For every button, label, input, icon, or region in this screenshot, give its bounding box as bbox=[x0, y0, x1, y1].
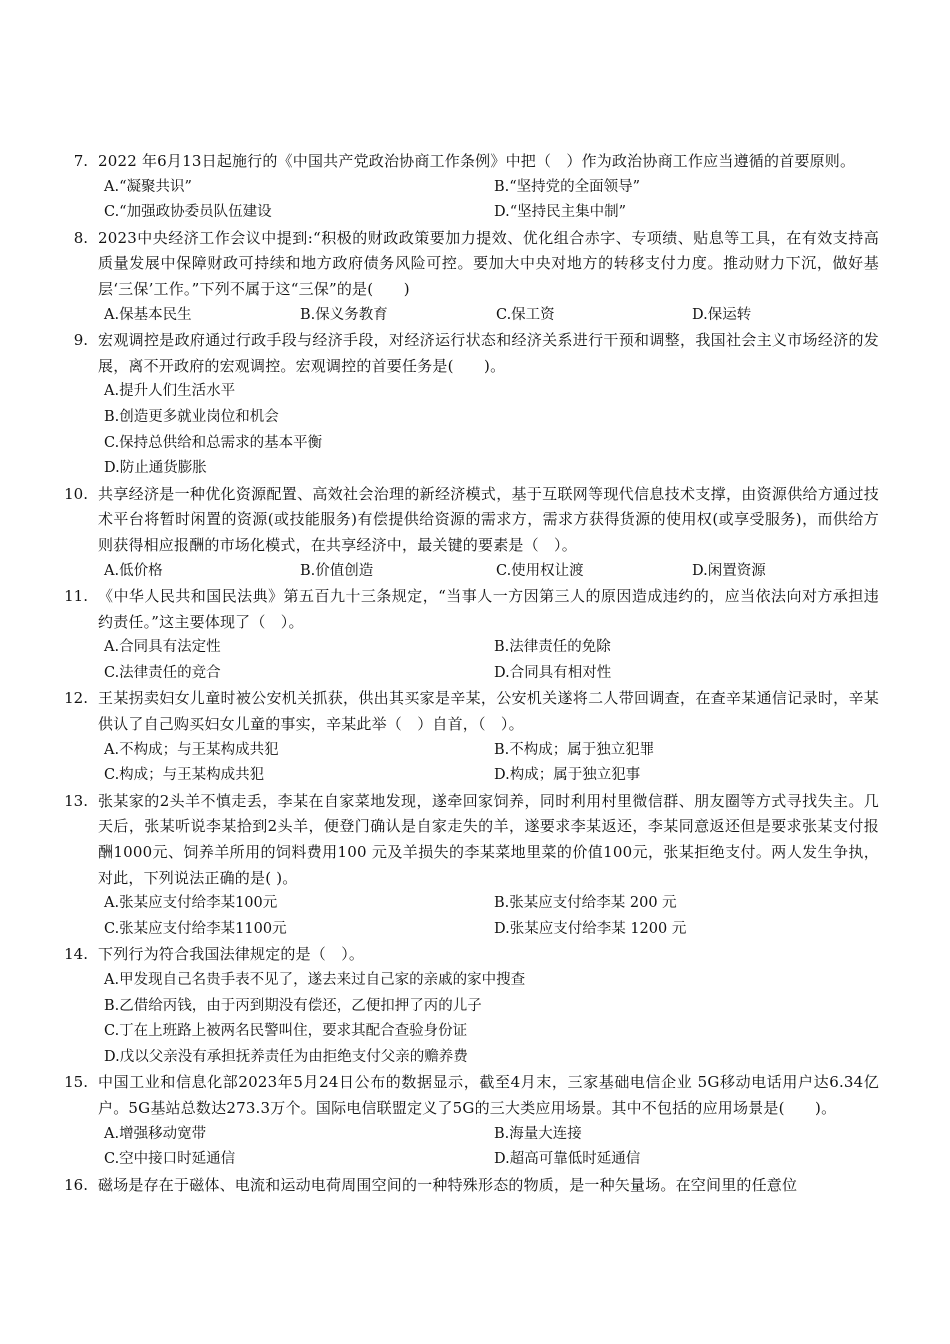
option-c: C.空中接口时延通信 bbox=[104, 1151, 236, 1168]
option-d: D.张某应支付给李某 1200 元 bbox=[494, 920, 687, 937]
option-c: C.“加强政协委员队伍建设 bbox=[104, 204, 272, 221]
option-b: B.法律责任的免除 bbox=[494, 639, 611, 656]
options bbox=[104, 891, 880, 942]
option-d: D.保运转 bbox=[692, 306, 752, 323]
question-10 bbox=[0, 482, 950, 584]
question-number: 15. bbox=[64, 1073, 88, 1092]
question-15 bbox=[0, 1070, 950, 1172]
question-8 bbox=[0, 226, 950, 328]
option-d: D.构成；属于独立犯事 bbox=[494, 767, 641, 784]
question-number: 12. bbox=[64, 689, 88, 708]
option-d: D.“坚持民主集中制” bbox=[494, 204, 627, 221]
question-number: 9. bbox=[73, 331, 88, 350]
option-a: A.合同具有法定性 bbox=[104, 639, 221, 656]
options bbox=[104, 175, 880, 226]
option-d: D.合同具有相对性 bbox=[494, 664, 612, 681]
question-text: 2023中央经济工作会议中提到:“积极的财政政策要加力提效、优化组合赤字、专项绩、贴息等工具，在有效支持高质量发展中保障财政可持续和地方政府债务风险可控。要加大中央对地方的转移支付力度。推动财力下沉，做好基层‘三保’工作。”下列不属于这“三保”的是( ) bbox=[98, 228, 879, 298]
option-d: D.超高可靠低时延通信 bbox=[494, 1151, 641, 1168]
option-d: D.闲置资源 bbox=[692, 562, 766, 579]
question-9 bbox=[0, 328, 950, 482]
question-text: 宏观调控是政府通过行政手段与经济手段，对经济运行状态和经济关系进行干预和调整，我国社会主义市场经济的发展，离不开政府的宏观调控。宏观调控的首要任务是( )。 bbox=[98, 331, 879, 375]
option-c: C.保持总供给和总需求的基本平衡 bbox=[104, 434, 323, 451]
options bbox=[104, 968, 880, 1070]
options bbox=[104, 303, 880, 329]
option-a: A.提升人们生活水平 bbox=[104, 383, 236, 400]
option-b: B.“坚持党的全面领导” bbox=[494, 178, 641, 195]
option-c: C.张某应支付给李某1100元 bbox=[104, 920, 287, 937]
option-c: C.保工资 bbox=[496, 306, 555, 323]
option-b: B.保义务教育 bbox=[300, 306, 388, 323]
option-d: D.戊以父亲没有承担抚养责任为由拒绝支付父亲的赡养费 bbox=[104, 1048, 468, 1065]
options bbox=[104, 559, 880, 585]
options bbox=[104, 379, 880, 481]
option-b: B.乙借给丙钱，由于丙到期没有偿还，乙便扣押了丙的儿子 bbox=[104, 997, 482, 1014]
option-d: D.防止通货膨胀 bbox=[104, 460, 207, 477]
exam-page bbox=[0, 149, 950, 1198]
options bbox=[104, 1122, 880, 1173]
question-text: 2022 年6月13日起施行的《中国共产党政治协商工作条例》中把（ ）作为政治协商工作应当遵循的首要原则。 bbox=[98, 152, 856, 170]
option-a: A.低价格 bbox=[104, 562, 163, 579]
option-b: B.张某应支付给李某 200 元 bbox=[494, 895, 677, 912]
question-12 bbox=[0, 686, 950, 788]
question-number: 7. bbox=[73, 152, 88, 170]
question-text: 下列行为符合我国法律规定的是（ ）。 bbox=[98, 945, 365, 964]
option-c: C.丁在上班路上被两名民警叫住，要求其配合查验身份证 bbox=[104, 1023, 468, 1040]
option-b: B.海量大连接 bbox=[494, 1125, 582, 1142]
question-text: 中国工业和信息化部2023年5月24日公布的数据显示，截至4月末，三家基础电信企业 5G移动电话用户达6.34亿户。5G基站总数达273.3万个。国际电信联盟定义了5G的三大类应用场景。其中不包括的应用场景是( )。 bbox=[98, 1073, 879, 1117]
options bbox=[104, 738, 880, 789]
option-a: A.张某应支付给李某100元 bbox=[104, 895, 278, 912]
option-a: A.保基本民生 bbox=[104, 306, 192, 323]
question-number: 14. bbox=[64, 945, 88, 964]
question-13 bbox=[0, 789, 950, 943]
question-text: 磁场是存在于磁体、电流和运动电荷周围空间的一种特殊形态的物质，是一种矢量场。在空间里的任意位 bbox=[98, 1175, 798, 1194]
question-7 bbox=[0, 149, 950, 226]
question-number: 16. bbox=[64, 1175, 88, 1194]
question-text: 共享经济是一种优化资源配置、高效社会治理的新经济模式，基于互联网等现代信息技术支撑，由资源供给方通过技术平台将暂时闲置的资源(或技能服务)有偿提供给资源的需求方，需求方获得货源的使用权(或享受服务)，而供给方则获得相应报酬的市场化模式，在共享经济中，最关键的要素是（ ）。 bbox=[98, 484, 879, 554]
question-text: 张某家的2头羊不慎走丢，李某在自家菜地发现，遂牵回家饲养，同时利用村里微信群、朋友圈等方式寻找失主。几天后，张某听说李某拾到2头羊，便登门确认是自家走失的羊，遂要求李某返还，李某同意返还但是要求张某支付报酬1000元、饲养羊所用的饲料费用100 元及羊损失的李某菜地里菜的价值100元，张某拒绝支付。两人发生争执，对此，下列说法正确的是( )。 bbox=[98, 791, 879, 887]
option-b: B.创造更多就业岗位和机会 bbox=[104, 408, 279, 425]
options bbox=[104, 635, 880, 686]
option-b: B.不构成；属于独立犯罪 bbox=[494, 741, 655, 758]
option-a: A.“凝聚共识” bbox=[104, 178, 192, 195]
option-a: A.不构成；与王某构成共犯 bbox=[104, 741, 279, 758]
option-c: C.构成；与王某构成共犯 bbox=[104, 767, 265, 784]
question-text: 王某拐卖妇女儿童时被公安机关抓获，供出其买家是辛某，公安机关遂将二人带回调查，在查辛某通信记录时，辛某供认了自己购买妇女儿童的事实，辛某此举（ ）自首，（ ）。 bbox=[98, 689, 879, 734]
question-11 bbox=[0, 584, 950, 686]
question-number: 11. bbox=[64, 587, 88, 606]
question-14 bbox=[0, 942, 950, 1070]
question-number: 10. bbox=[64, 484, 88, 503]
question-16 bbox=[0, 1173, 950, 1199]
option-a: A.甲发现自己名贵手表不见了，遂去来过自己家的亲戚的家中搜查 bbox=[104, 972, 526, 988]
option-c: C.法律责任的竞合 bbox=[104, 664, 221, 681]
option-c: C.使用权让渡 bbox=[496, 562, 584, 579]
question-number: 13. bbox=[64, 791, 88, 810]
option-b: B.价值创造 bbox=[300, 562, 374, 579]
question-number: 8. bbox=[73, 228, 88, 247]
option-a: A.增强移动宽带 bbox=[104, 1125, 207, 1142]
question-text: 《中华人民共和国民法典》第五百九十三条规定，“当事人一方因第三人的原因造成违约的，应当依法向对方承担违约责任。”这主要体现了（ ）。 bbox=[98, 587, 879, 631]
